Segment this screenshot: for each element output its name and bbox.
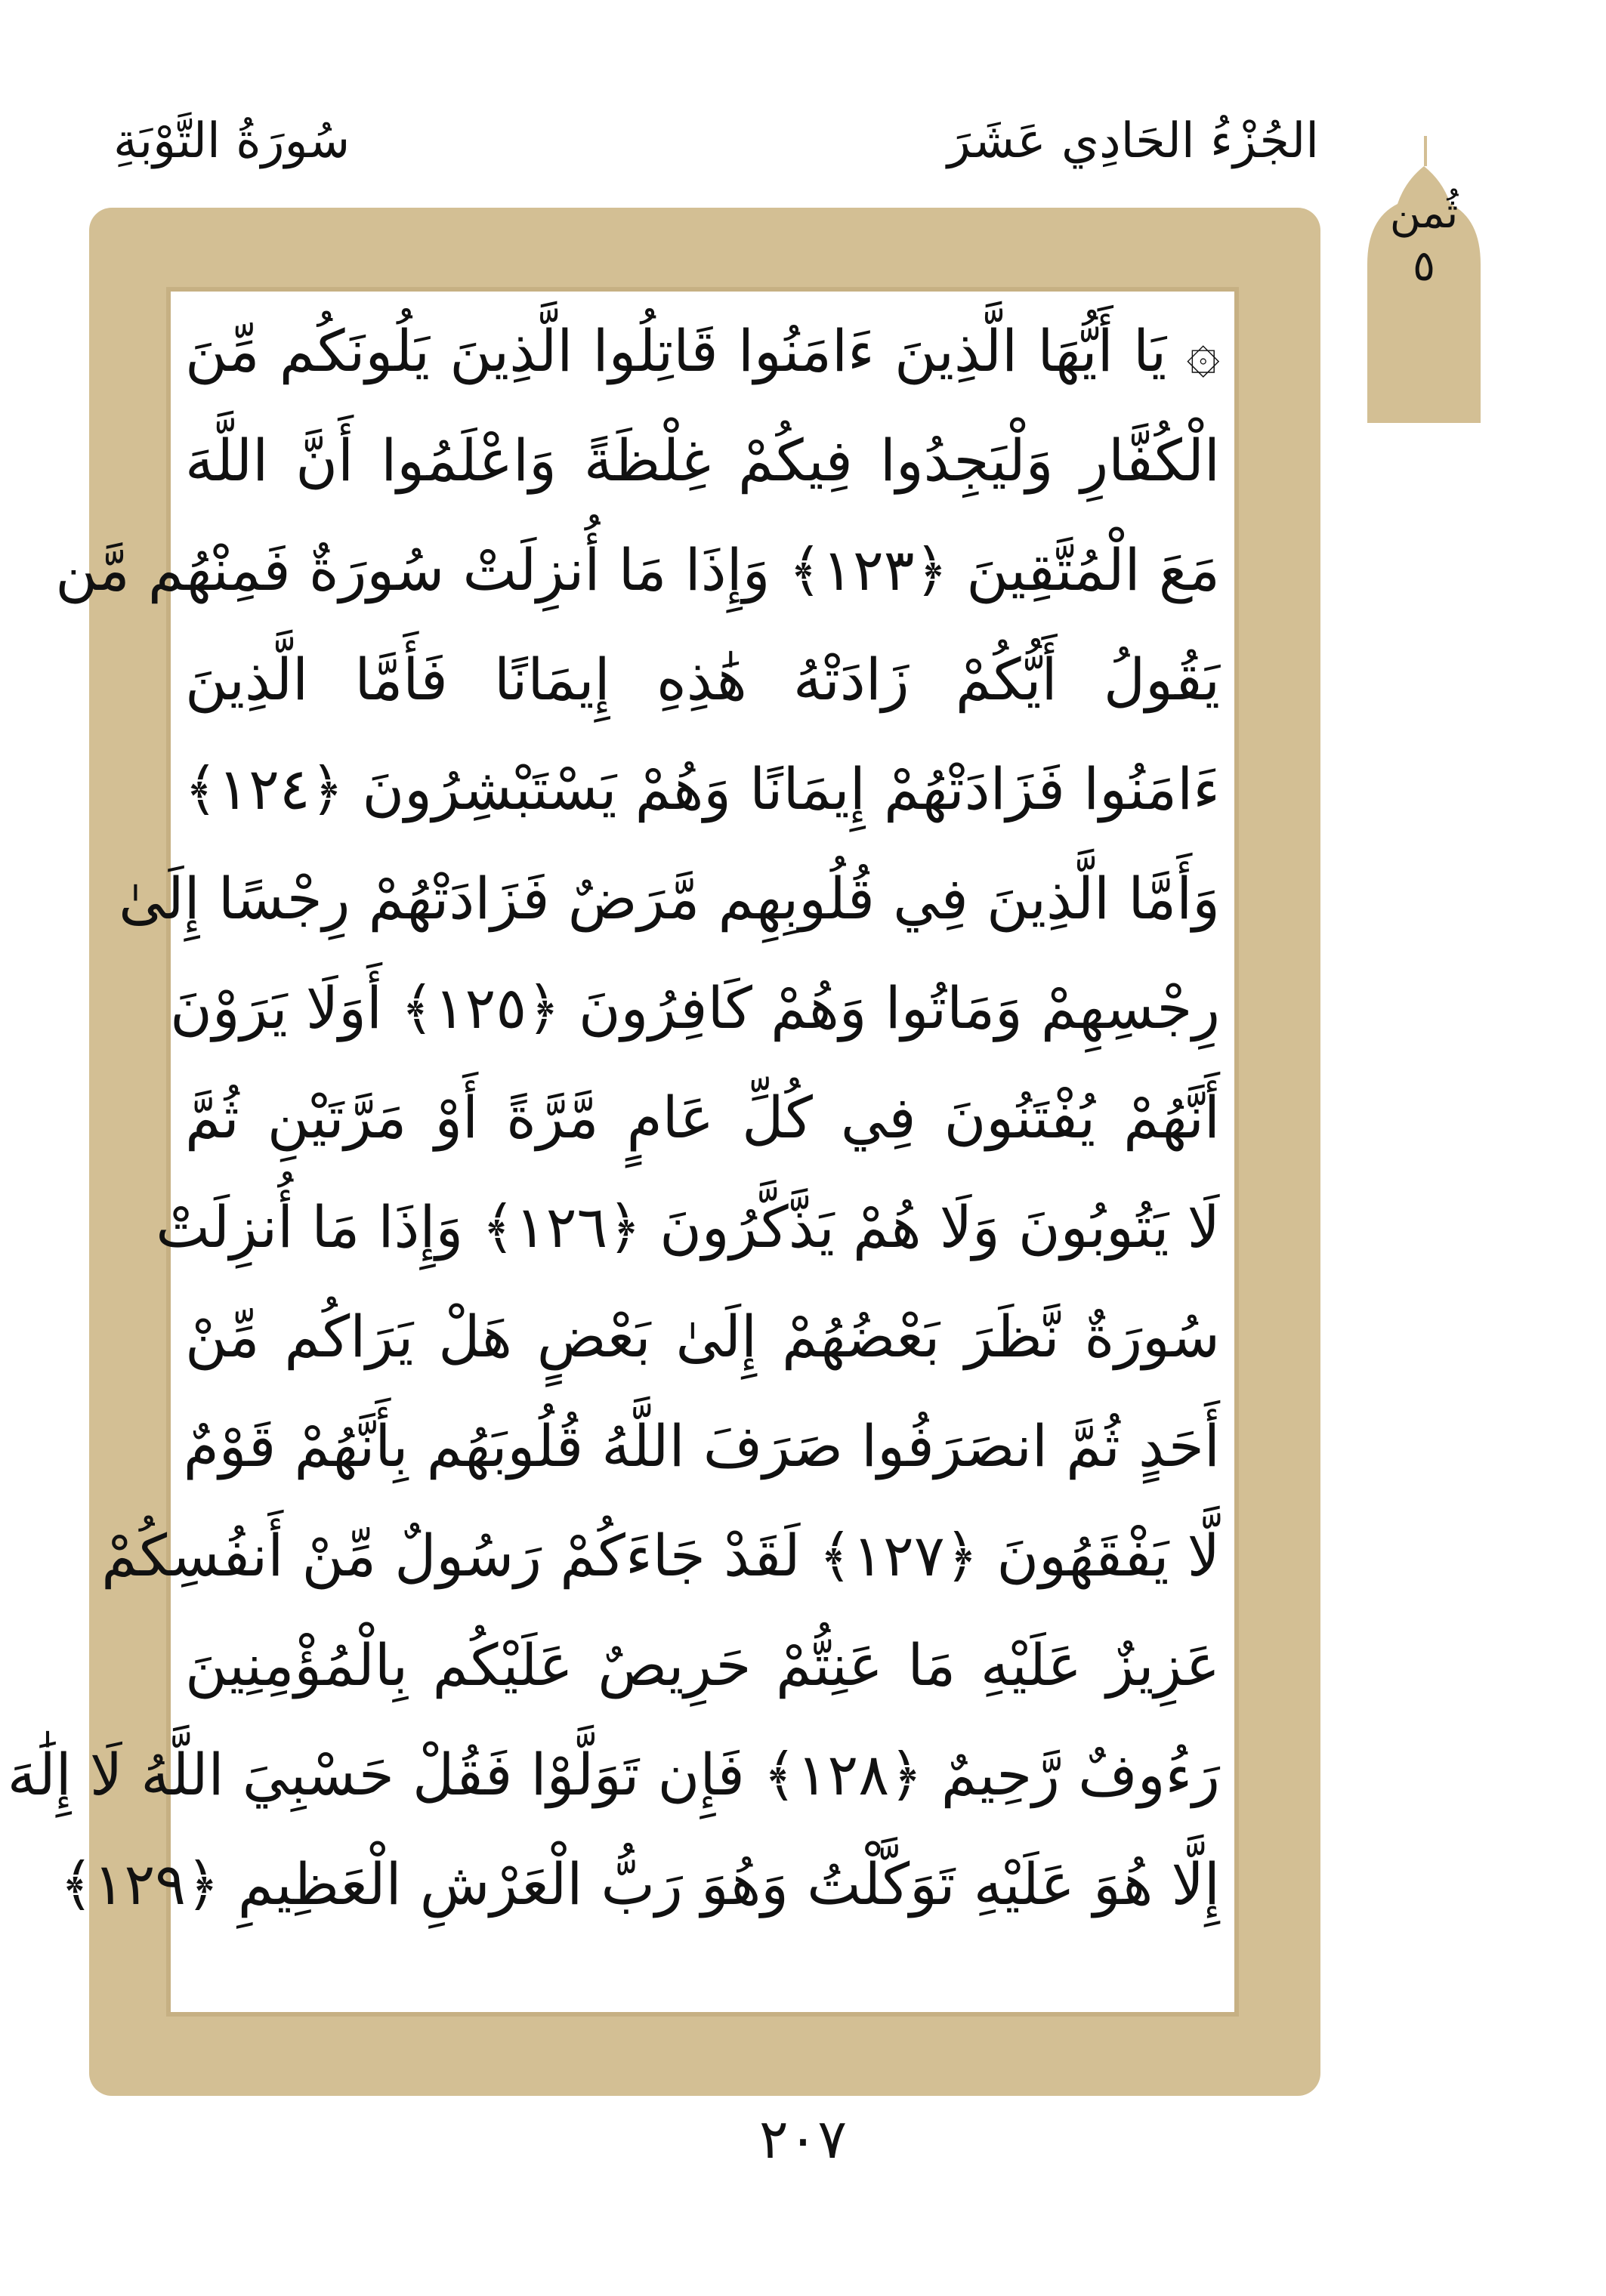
quran-line: إِلَّا هُوَ عَلَيْهِ تَوَكَّلْتُ وَهُوَ رَبُّ الْعَرْشِ الْعَظِيمِ ﴿١٢٩﴾ bbox=[60, 1850, 1220, 1918]
juz-header: الجُزْءُ الحَادِي عَشَرَ bbox=[947, 113, 1319, 169]
quran-line: ءَامَنُوا فَزَادَتْهُمْ إِيمَانًا وَهُمْ يَسْتَبْشِرُونَ ﴿١٢٤﴾ bbox=[184, 755, 1220, 822]
page-number: ٢٠٧ bbox=[758, 2107, 847, 2171]
quran-line: أَنَّهُمْ يُفْتَنُونَ فِي كُلِّ عَامٍ مَّرَّةً أَوْ مَرَّتَيْنِ ثُمَّ bbox=[185, 1084, 1220, 1151]
quran-line: مَعَ الْمُتَّقِينَ ﴿١٢٣﴾ وَإِذَا مَا أُنزِلَتْ سُورَةٌ فَمِنْهُم مَّن bbox=[55, 536, 1220, 603]
quran-line: لَّا يَفْقَهُونَ ﴿١٢٧﴾ لَقَدْ جَاءَكُمْ رَسُولٌ مِّنْ أَنفُسِكُمْ bbox=[101, 1522, 1220, 1589]
quran-line: رِجْسِهِمْ وَمَاتُوا وَهُمْ كَافِرُونَ ﴿١٢٥﴾ أَوَلَا يَرَوْنَ bbox=[170, 974, 1220, 1042]
hizb-marker-label: ثُمن bbox=[1389, 189, 1459, 238]
quran-line: أَحَدٍ ثُمَّ انصَرَفُوا صَرَفَ اللَّهُ قُلُوبَهُم بِأَنَّهُمْ قَوْمٌ bbox=[183, 1412, 1220, 1480]
quran-line: سُورَةٌ نَّظَرَ بَعْضُهُمْ إِلَىٰ بَعْضٍ هَلْ يَرَاكُم مِّنْ bbox=[185, 1303, 1220, 1370]
quran-line: لَا يَتُوبُونَ وَلَا هُمْ يَذَّكَّرُونَ ﴿١٢٦﴾ وَإِذَا مَا أُنزِلَتْ bbox=[156, 1193, 1220, 1261]
quran-line: عَزِيزٌ عَلَيْهِ مَا عَنِتُّمْ حَرِيصٌ عَلَيْكُم بِالْمُؤْمِنِينَ bbox=[185, 1631, 1220, 1699]
quran-line: ۞ يَا أَيُّهَا الَّذِينَ ءَامَنُوا قَاتِلُوا الَّذِينَ يَلُونَكُم مِّنَ bbox=[185, 317, 1220, 384]
surah-header: سُورَةُ التَّوْبَةِ bbox=[113, 113, 351, 169]
quran-line: يَقُولُ أَيُّكُمْ زَادَتْهُ هَٰذِهِ إِيمَانًا فَأَمَّا الَّذِينَ bbox=[185, 646, 1220, 713]
quran-line: وَأَمَّا الَّذِينَ فِي قُلُوبِهِم مَّرَضٌ فَزَادَتْهُمْ رِجْسًا إِلَىٰ bbox=[119, 865, 1220, 932]
quran-line: الْكُفَّارِ وَلْيَجِدُوا فِيكُمْ غِلْظَةً وَاعْلَمُوا أَنَّ اللَّهَ bbox=[185, 427, 1220, 494]
hizb-marker-number: ٥ bbox=[1412, 242, 1436, 291]
quran-line: رَءُوفٌ رَّحِيمٌ ﴿١٢٨﴾ فَإِن تَوَلَّوْا فَقُلْ حَسْبِيَ اللَّهُ لَا إِلَٰهَ bbox=[7, 1741, 1220, 1808]
